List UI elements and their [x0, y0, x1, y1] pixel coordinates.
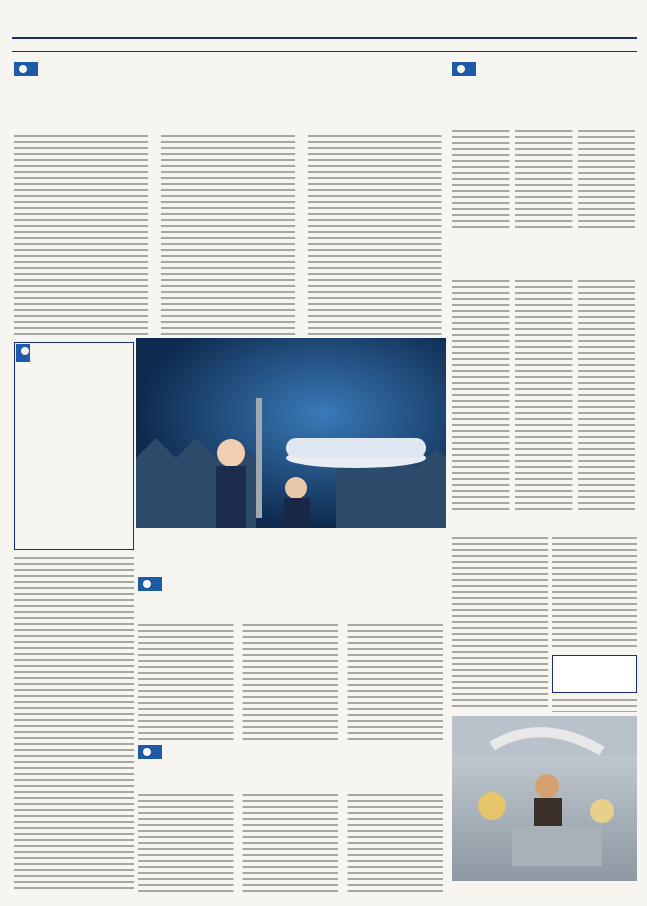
hlj-body	[452, 278, 637, 510]
lab-photo-image	[136, 338, 446, 528]
hotline-box	[552, 655, 637, 693]
factory-photo	[452, 716, 637, 881]
section-tag-hainan	[138, 745, 162, 759]
section-tag-dalian	[16, 344, 30, 362]
section-tag-bonded	[14, 62, 38, 76]
article-body	[14, 133, 446, 338]
dalian-box	[14, 342, 134, 550]
ev-tax-body	[452, 128, 637, 228]
hainan-body	[138, 792, 446, 892]
ftz-body	[138, 622, 446, 740]
factory-photo-image	[452, 716, 637, 881]
section-tag-ftz	[138, 577, 162, 591]
env-body-col2-end	[552, 697, 637, 712]
section-tag-policy	[452, 62, 476, 76]
masthead	[12, 6, 637, 38]
env-body-col1	[452, 535, 548, 710]
lab-photo	[136, 338, 446, 528]
dalian-body	[14, 555, 134, 890]
hotline-title	[553, 656, 636, 660]
env-body-col2	[552, 535, 637, 650]
